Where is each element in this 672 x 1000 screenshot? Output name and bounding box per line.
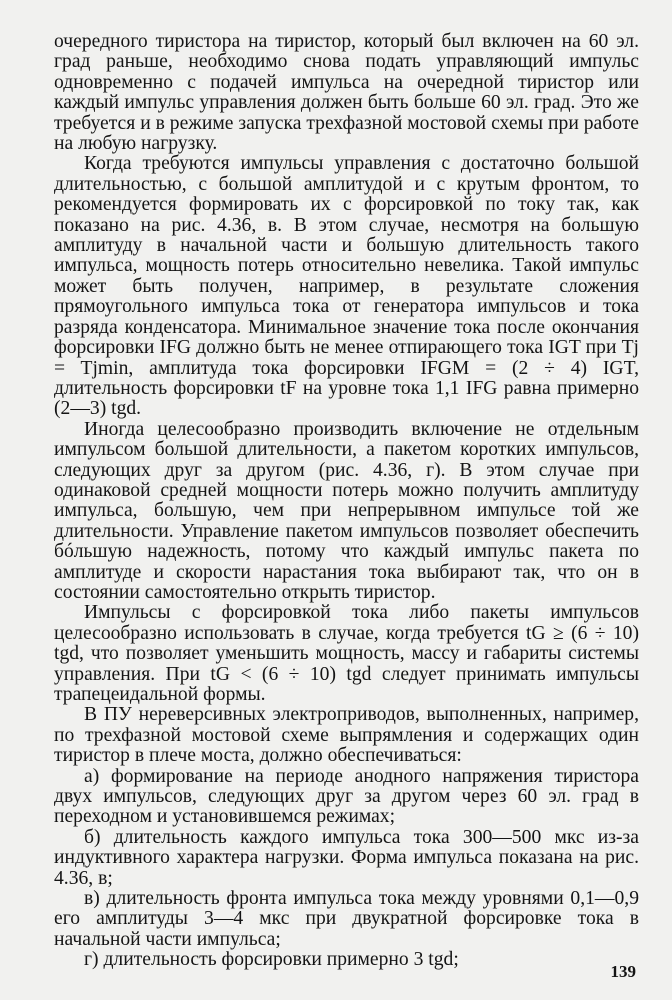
paragraph-1: очередного тиристора на тиристор, который был включен на 60 эл. град раньше, необходимо снова подать управляющий импульс одновременно с подачей импульса на очередной тиристор или каждый импульс управления должен быть больше 60 эл. град. Это же требуется и в режиме запуска трехфазной мостовой схемы при работе на любую нагрузку. [54,31,639,155]
paragraph-4: Импульсы с форсировкой тока либо пакеты импульсов целесообразно использовать в случае, когда требуется tG ≥ (6 ÷ 10) tgd, что позволяет уменьшить мощность, массу и габариты системы управления. При tG < (6 ÷ 10) tgd следует принимать импульсы трапецеидальной формы. [54,602,639,705]
paragraph-5: В ПУ нереверсивных электроприводов, выполненных, например, по трехфазной мостовой схеме выпрямления и содержащих один тиристор в плече моста, должно обеспечиваться: [54,704,639,767]
paragraph-2: Когда требуются импульсы управления с достаточно большой длительностью, с большой амплитудой и с крутым фронтом, то рекомендуется формировать их с форсировкой по току так, как показано на рис. 4.36, в. В этом случае, несмотря на большую амплитуду в начальной части и большую длительность такого импульса, мощность потерь относительно невелика. Такой импульс может быть получен, например, в результате сложения прямоугольного импульса тока от генератора импульсов и тока разряда конденсатора. Минимальное значение тока после окончания форсировки IFG должно быть не менее отпирающего тока IGT при Tj = Tjmin, амплитуда тока форсировки IFGM = (2 ÷ 4) IGT, длительность форсировки tF на уровне тока 1,1 IFG равна примерно (2—3) tgd. [54,153,639,420]
list-item-g: г) длительность форсировки примерно 3 tgd; [84,949,459,971]
list-item-b: б) длительность каждого импульса тока 300—500 мкс из-за индуктивного характера нагрузки. Форма импульса показана на рис. 4.36, в; [54,826,639,889]
list-item-a: а) формирование на периоде анодного напряжения тиристора двух импульсов, следующих друг за другом через 60 эл. град в переходном и установившемся режимах; [54,765,639,828]
list-item-v: в) длительность фронта импульса тока между уровнями 0,1—0,9 его амплитуды 3—4 мкс при двукратной форсировке тока в начальной части импульса; [54,888,639,950]
page-number: 139 [610,962,636,981]
body-text [54,32,639,971]
paragraph-3: Иногда целесообразно производить включение не отдельным импульсом большой длительности, а пакетом коротких импульсов, следующих друг за другом (рис. 4.36, г). В этом случае при одинаковой средней мощности потерь можно получить амплитуду импульса, большую, чем при непрерывном импульсе той же длительности. Управление пакетом импульсов позволяет обеспечить бóльшую надежность, потому что каждый импульс пакета по амплитуде и скорости нарастания тока выбирают так, что он в состоянии самостоятельно открыть тиристор. [54,418,639,603]
